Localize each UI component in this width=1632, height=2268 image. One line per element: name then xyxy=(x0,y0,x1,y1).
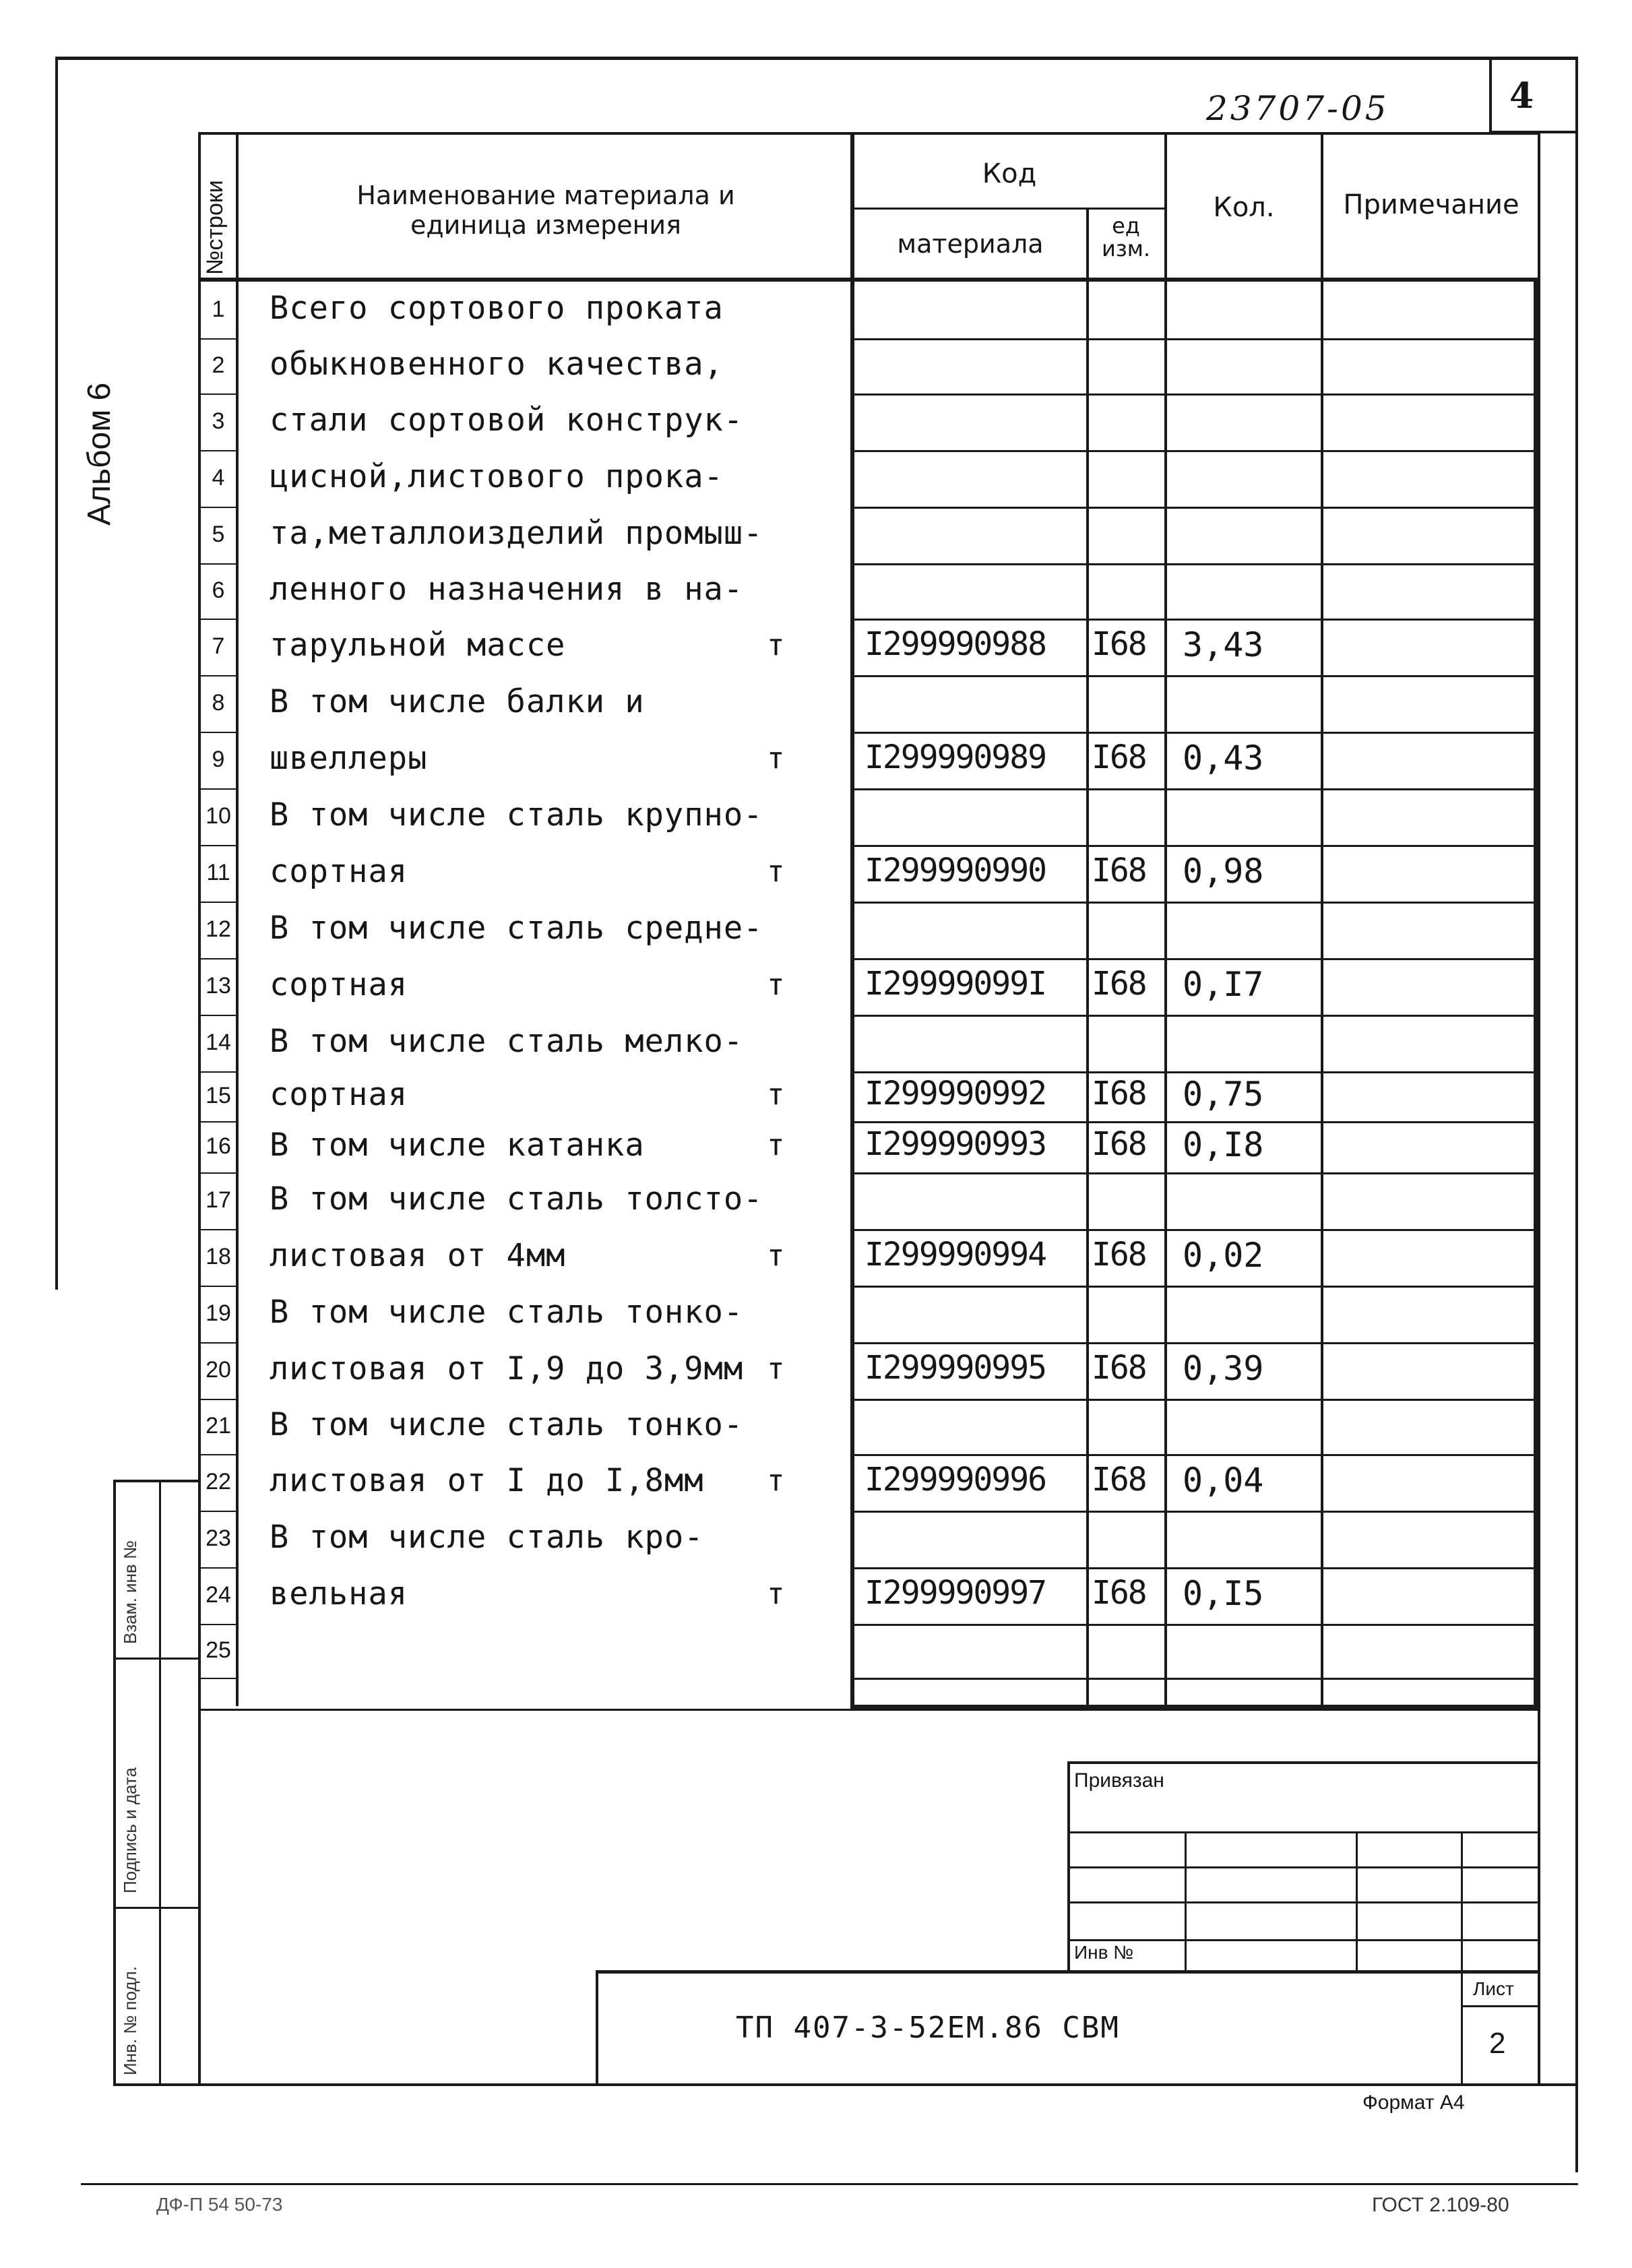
row-separator xyxy=(850,507,1538,509)
frame-left xyxy=(55,57,58,1290)
tb-h4 xyxy=(1067,1939,1540,1941)
row-code: I299990988 xyxy=(865,625,1046,663)
album-label: Альбом 6 xyxy=(82,382,117,526)
row-separator xyxy=(850,1511,1538,1513)
row-code: I299990992 xyxy=(865,1075,1046,1112)
main-stamp-top xyxy=(596,1970,1540,1974)
table-bottom xyxy=(198,1709,1540,1711)
row-quantity: 0,04 xyxy=(1183,1461,1264,1500)
stamp-sign-date: Подпись и дата xyxy=(120,1767,140,1893)
row-separator xyxy=(850,1678,1538,1680)
stamp-top xyxy=(113,1480,201,1482)
row-unit: т xyxy=(767,1077,785,1112)
row-name: В том числе сталь средне- xyxy=(270,910,763,947)
row-separator xyxy=(850,732,1538,734)
main-stamp-left xyxy=(596,1970,598,2086)
sheet-value: 2 xyxy=(1489,2027,1506,2060)
row-unit-code: I68 xyxy=(1092,625,1146,663)
header-top xyxy=(198,132,1540,135)
row-number-separator xyxy=(198,902,239,903)
header-name: Наименование материала и единица измерения xyxy=(356,181,735,240)
col-qty-right xyxy=(1321,132,1323,1709)
handwritten-number: 23707-05 xyxy=(1206,89,1389,128)
col-ed-right xyxy=(1164,132,1167,1709)
row-name: тарульной массе xyxy=(270,627,566,664)
frame-inner-left xyxy=(198,132,201,2086)
row-unit-code: I68 xyxy=(1092,738,1146,776)
row-name: сортная xyxy=(270,853,408,890)
row-number: 20 xyxy=(206,1357,231,1383)
row-number: 9 xyxy=(212,747,225,772)
code-header-divider xyxy=(850,208,1167,210)
row-number: 19 xyxy=(206,1300,231,1326)
row-number: 12 xyxy=(206,916,231,942)
row-number-separator xyxy=(198,1399,239,1400)
row-separator xyxy=(850,958,1538,960)
row-unit: т xyxy=(767,1577,785,1611)
row-number: 24 xyxy=(206,1582,231,1608)
stamp-left xyxy=(113,1480,116,2086)
row-name: В том числе балки и xyxy=(270,683,645,720)
row-number-separator xyxy=(198,393,239,395)
row-number-separator xyxy=(198,450,239,451)
row-unit: т xyxy=(767,1238,785,1273)
row-separator xyxy=(850,902,1538,904)
row-code: I299990989 xyxy=(865,738,1046,776)
row-separator xyxy=(850,393,1538,396)
row-number: 4 xyxy=(212,465,225,491)
frame-top xyxy=(55,57,1578,60)
row-separator xyxy=(850,450,1538,452)
row-number-separator xyxy=(198,1015,239,1016)
row-quantity: 0,I5 xyxy=(1183,1574,1264,1613)
row-number-separator xyxy=(198,1454,239,1455)
row-number-separator xyxy=(198,338,239,340)
row-number: 2 xyxy=(212,352,225,378)
col-name-right xyxy=(850,132,854,1709)
frame-right xyxy=(1575,57,1578,2172)
row-unit-code: I68 xyxy=(1092,1349,1146,1387)
row-number-separator xyxy=(198,1567,239,1569)
row-number-separator xyxy=(198,1511,239,1512)
row-name: стали сортовой конструк- xyxy=(270,402,744,439)
row-number: 23 xyxy=(206,1525,231,1551)
row-separator xyxy=(850,1015,1538,1017)
row-number: 7 xyxy=(212,633,225,659)
row-unit: т xyxy=(767,968,785,1002)
sheet-cell-divider xyxy=(1461,2005,1540,2007)
row-number: 11 xyxy=(206,860,230,885)
row-quantity: 0,02 xyxy=(1183,1236,1264,1275)
row-number: 3 xyxy=(212,408,225,434)
row-unit-code: I68 xyxy=(1092,852,1146,889)
row-number-separator xyxy=(198,619,239,620)
row-number-separator xyxy=(198,1071,239,1073)
row-unit: т xyxy=(767,1463,785,1498)
row-number: 22 xyxy=(206,1469,231,1494)
row-name: В том числе сталь мелко- xyxy=(270,1023,744,1060)
row-number: 10 xyxy=(206,803,231,829)
tb-h3 xyxy=(1067,1901,1540,1903)
row-number: 1 xyxy=(212,296,225,322)
tb-v2 xyxy=(1356,1831,1358,1972)
row-name: листовая от I до I,8мм xyxy=(270,1462,704,1499)
row-number: 6 xyxy=(212,577,225,603)
row-quantity: 0,98 xyxy=(1183,852,1264,891)
gost-label: ГОСТ 2.109-80 xyxy=(1372,2194,1509,2216)
row-number-separator xyxy=(198,1624,239,1625)
row-name: В том числе катанка xyxy=(270,1127,645,1164)
row-unit-code: I68 xyxy=(1092,1075,1146,1112)
row-number: 14 xyxy=(206,1030,231,1055)
bottom-rule xyxy=(81,2183,1578,2185)
row-quantity: 0,I8 xyxy=(1183,1125,1264,1164)
row-unit-code: I68 xyxy=(1092,965,1146,1003)
row-unit: т xyxy=(767,1128,785,1162)
row-separator xyxy=(850,1567,1538,1569)
row-name: сортная xyxy=(270,1076,408,1113)
tb-v1 xyxy=(1185,1831,1187,1972)
row-unit-code: I68 xyxy=(1092,1461,1146,1499)
row-separator xyxy=(850,788,1538,790)
row-code: I299990995 xyxy=(865,1349,1046,1387)
row-unit: т xyxy=(767,741,785,776)
row-separator xyxy=(850,1172,1538,1174)
row-name: ленного назначения в на- xyxy=(270,571,744,608)
tb-privyazan: Привязан xyxy=(1074,1769,1164,1792)
row-quantity: 0,39 xyxy=(1183,1349,1264,1388)
tb-h2 xyxy=(1067,1866,1540,1868)
row-name: сортная xyxy=(270,966,408,1003)
row-unit: т xyxy=(767,628,785,662)
row-quantity: 3,43 xyxy=(1183,625,1264,664)
row-number: 8 xyxy=(212,690,225,716)
row-name: та,металлоизделий промыш- xyxy=(270,515,763,552)
row-quantity: 0,43 xyxy=(1183,738,1264,778)
header-row-no: №строки xyxy=(202,180,228,275)
row-separator xyxy=(850,1399,1538,1401)
row-separator xyxy=(850,1071,1538,1073)
row-separator xyxy=(850,563,1538,565)
stamp-div-1 xyxy=(113,1658,201,1660)
row-number: 18 xyxy=(206,1244,231,1269)
sheet-box-left xyxy=(1489,57,1492,132)
row-unit: т xyxy=(767,1352,785,1386)
tb-inv-no: Инв № xyxy=(1074,1942,1134,1963)
row-number: 25 xyxy=(206,1637,231,1663)
row-number-separator xyxy=(198,1286,239,1287)
row-separator xyxy=(850,1342,1538,1344)
doc-code: ТП 407-3-52ЕМ.86 СВМ xyxy=(736,2011,1120,2045)
row-number-separator xyxy=(198,1678,239,1679)
row-code: I299990993 xyxy=(865,1125,1046,1163)
col-rownum-right xyxy=(236,132,239,1706)
frame-bottom-main xyxy=(113,2083,1578,2086)
row-separator xyxy=(850,1624,1538,1626)
row-separator xyxy=(850,1286,1538,1288)
tb-h1 xyxy=(1067,1831,1540,1833)
row-separator xyxy=(850,619,1538,621)
row-separator xyxy=(850,338,1538,340)
row-unit: т xyxy=(767,854,785,889)
row-number: 15 xyxy=(206,1083,231,1108)
row-quantity: 0,75 xyxy=(1183,1075,1264,1114)
row-name: В том числе сталь тонко- xyxy=(270,1294,744,1331)
row-name: В том числе сталь кро- xyxy=(270,1519,704,1556)
row-number-separator xyxy=(198,958,239,959)
row-separator xyxy=(850,845,1538,847)
header-bottom xyxy=(198,278,1540,282)
row-code: I299990997 xyxy=(865,1574,1046,1612)
row-unit-code: I68 xyxy=(1092,1574,1146,1612)
row-code: I299990996 xyxy=(865,1461,1046,1499)
data-box-right xyxy=(1534,278,1539,1710)
row-name: В том числе сталь крупно- xyxy=(270,796,763,833)
row-quantity: 0,I7 xyxy=(1183,965,1264,1004)
row-number-separator xyxy=(198,1342,239,1344)
sheet-number-top: 4 xyxy=(1509,75,1534,117)
stamp-div-2 xyxy=(113,1907,201,1909)
row-name: листовая от I,9 до 3,9мм xyxy=(270,1350,744,1387)
row-unit-code: I68 xyxy=(1092,1125,1146,1163)
row-separator xyxy=(850,1121,1538,1123)
row-name: В том числе сталь толсто- xyxy=(270,1180,763,1218)
row-number-separator xyxy=(198,845,239,846)
header-note: Примечание xyxy=(1343,189,1519,220)
row-name: вельная xyxy=(270,1575,408,1612)
row-number-separator xyxy=(198,507,239,508)
row-separator xyxy=(850,1229,1538,1231)
row-code: I299990990 xyxy=(865,852,1046,889)
header-unit: ед изм. xyxy=(1101,213,1151,261)
row-number: 17 xyxy=(206,1187,231,1213)
row-number: 13 xyxy=(206,973,231,999)
tb-top xyxy=(1067,1761,1540,1764)
row-separator xyxy=(850,675,1538,677)
stamp-inv-vzam: Взам. инв № xyxy=(120,1540,140,1644)
row-name: обыкновенного качества, xyxy=(270,346,724,383)
row-code: I299990994 xyxy=(865,1236,1046,1273)
row-name: листовая от 4мм xyxy=(270,1237,566,1274)
row-number: 21 xyxy=(206,1413,231,1439)
row-name: цисной,листового прока- xyxy=(270,458,724,495)
row-number: 16 xyxy=(206,1133,231,1159)
row-number: 5 xyxy=(212,522,225,547)
format-label: Формат А4 xyxy=(1362,2091,1465,2114)
row-number-separator xyxy=(198,1172,239,1174)
row-separator xyxy=(850,1454,1538,1456)
tb-v3 xyxy=(1461,1831,1463,2083)
header-material: материала xyxy=(897,229,1044,259)
header-qty: Кол. xyxy=(1213,192,1275,223)
row-number-separator xyxy=(198,563,239,565)
row-code: I29999099I xyxy=(865,965,1046,1003)
stamp-inv-podl: Инв. № подл. xyxy=(120,1966,140,2075)
header-code: Код xyxy=(982,158,1037,189)
row-number-separator xyxy=(198,788,239,790)
sheet-label: Лист xyxy=(1473,1978,1514,1999)
stamp-inner xyxy=(159,1480,161,2086)
row-number-separator xyxy=(198,1121,239,1123)
row-unit-code: I68 xyxy=(1092,1236,1146,1273)
row-name: Всего сортового проката xyxy=(270,290,724,327)
bottom-left-code: ДФ-П 54 50-73 xyxy=(156,2194,283,2215)
row-name: В том числе сталь тонко- xyxy=(270,1406,744,1443)
row-number-separator xyxy=(198,675,239,676)
row-number-separator xyxy=(198,732,239,733)
row-name: швеллеры xyxy=(270,740,428,777)
row-number-separator xyxy=(198,1229,239,1230)
